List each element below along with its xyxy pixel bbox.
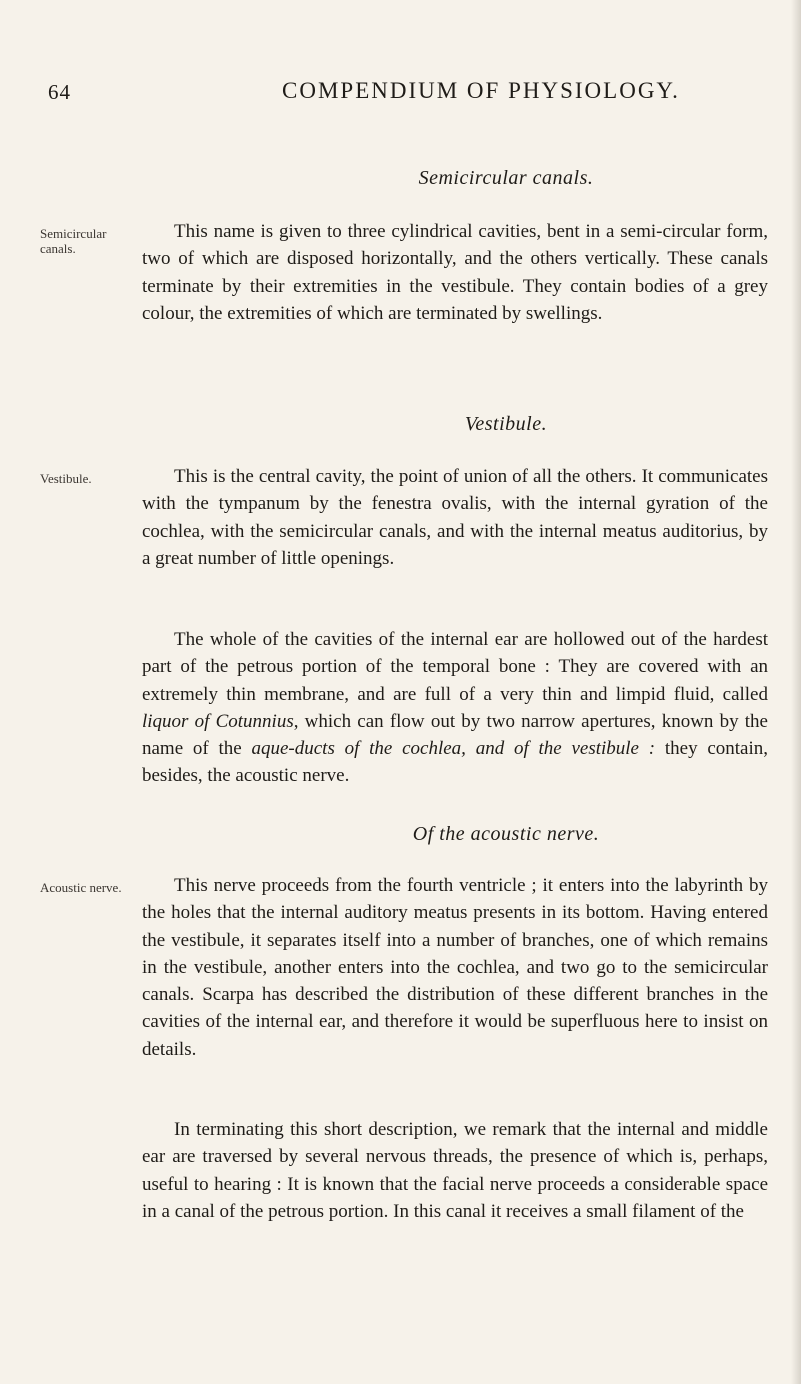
paragraph-vestibule-2: [142, 626, 768, 790]
running-title: COMPENDIUM OF PHYSIOLOGY.: [282, 78, 680, 103]
page-edge-shadow: [791, 0, 801, 1384]
paragraph-acoustic-nerve-1: This nerve proceeds from the fourth ventricle ; it enters into the labyrinth by the holes that the internal auditory meatus presents in its bottom. Having entered the vestibule, it separates itself into a number of branches, one of which remains in the vestibule, another enters into the cochlea, and two go to the semicircular canals. Scarpa has described the distribution of these different branches in the cavities of the internal ear, and therefore it would be superfluous here to insist on details.: [142, 875, 768, 1060]
paragraph-text: , which can flow out by two narrow apertures, known by the name of the: [142, 710, 768, 760]
paragraph-semicircular-canals: This name is given to three cylindrical cavities, bent in a semi-circular form, two of which are disposed horizontally, and the others vertically. These canals terminate by their extremities in the vestibule. They contain bodies of a grey colour, the extremities of which are terminated by swellings.: [142, 221, 768, 324]
italic-term-liquor: liquor of Cotunnius: [142, 710, 294, 732]
section-heading-acoustic-nerve: Of the acoustic nerve.: [412, 823, 600, 845]
paragraph-text: The whole of the cavities of the internal ear are hollowed out of the hardest part of the petrous portion of the temporal bone : They are covered with an extremely thin membrane, and are full of a very thin and limpid fluid, called: [142, 629, 768, 705]
section-heading-vestibule: Vestibule.: [464, 413, 548, 435]
page-number: 64: [48, 80, 71, 104]
paragraph-vestibule-1: This is the central cavity, the point of union of all the others. It communicates with the tympanum by the fenestra ovalis, with the internal gyration of the cochlea, with the semicircular canals, and with the internal meatus auditorius, by a great number of little openings.: [142, 466, 768, 569]
paragraph-acoustic-nerve-2: In terminating this short description, we remark that the internal and middle ear are traversed by several nervous threads, the presence of which is, perhaps, useful to hearing : It is known that the facial nerve proceeds a considerable space in a canal of the petrous portion. In this canal it receives a small filament of the: [142, 1119, 768, 1222]
margin-note-acoustic-nerve: Acoustic nerve.: [40, 880, 122, 895]
paragraph-text: they contain, besides, the acoustic nerve.: [142, 738, 768, 787]
section-heading-semicircular-canals: Semicircular canals.: [418, 167, 594, 189]
margin-note-vestibule: Vestibule.: [40, 471, 92, 486]
margin-note-semicircular-canals: Semicircular canals.: [40, 226, 107, 256]
italic-term-aqueducts: aque-ducts of the cochlea, and of the vestibule :: [251, 738, 656, 760]
